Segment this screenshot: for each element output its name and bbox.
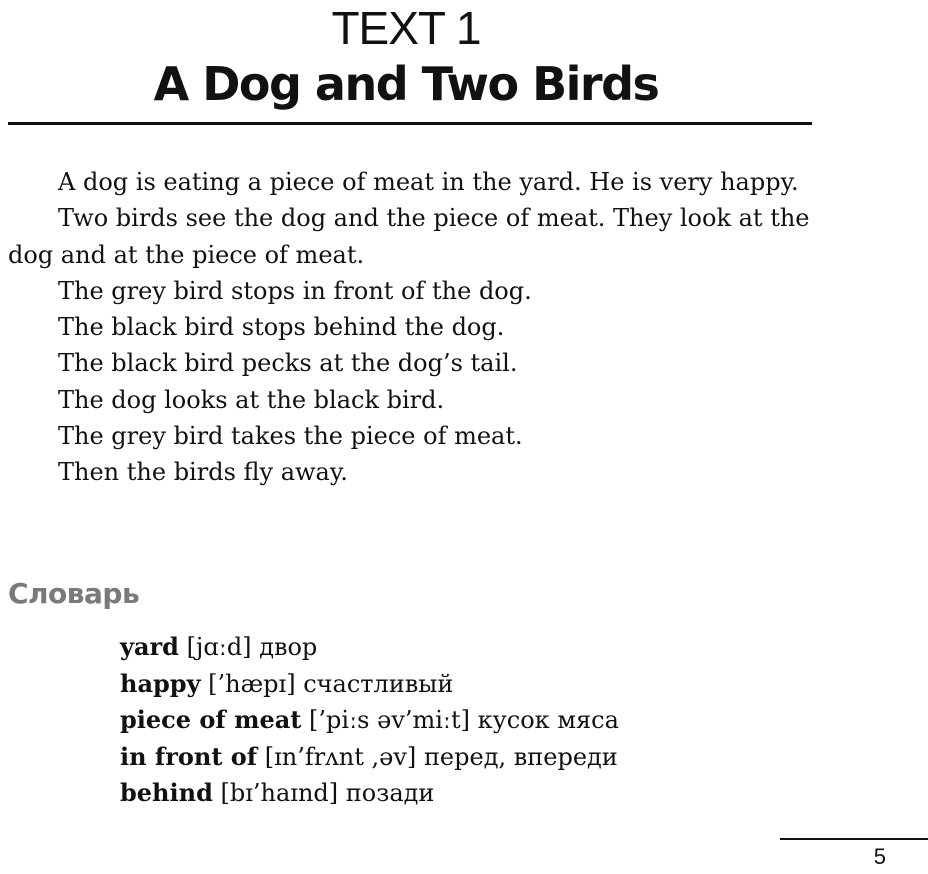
vocabulary-entry [120, 702, 900, 739]
vocabulary-transcription: [bɪ’haɪnd] [220, 779, 339, 807]
story-paragraph: The black bird stops behind the dog. [58, 313, 505, 342]
story-paragraph: A dog is eating a piece of meat in the yard. He is very happy. [58, 168, 799, 196]
story-paragraph: The dog looks at the black bird. [58, 385, 445, 414]
footer-divider [780, 838, 928, 840]
vocabulary-translation: двор [259, 633, 318, 661]
vocabulary-transcription: [’hæpɪ] [208, 669, 296, 698]
story-paragraph: Two birds see the dog and the piece of meat. They look at the dog and at the piece of meat. [8, 204, 810, 269]
vocabulary-term: happy [120, 668, 201, 698]
vocabulary-transcription: [’piːs əv’miːt] [309, 706, 471, 734]
vocabulary-entry [120, 775, 900, 812]
story-paragraph: The grey bird takes the piece of meat. [58, 422, 523, 451]
vocabulary-translation: счастливый [303, 669, 454, 698]
vocabulary-translation: кусок мяса [477, 706, 619, 734]
vocabulary-transcription: [ɪn’frʌnt ,əv] [264, 742, 417, 771]
vocabulary-entry [120, 739, 900, 776]
story-paragraph: The black bird pecks at the dog’s tail. [58, 349, 518, 378]
text-label: TEXT 1 [331, 2, 481, 54]
vocabulary-translation: перед, впереди [423, 742, 618, 771]
vocabulary-entry [120, 666, 900, 703]
vocabulary-heading: Словарь [8, 577, 140, 610]
vocabulary-entry [120, 629, 900, 666]
vocabulary-term: in front of [120, 741, 258, 771]
story-text [8, 164, 814, 491]
vocabulary-term: yard [120, 632, 179, 661]
vocabulary-term: piece of meat [120, 705, 302, 734]
story-title: A Dog and Two Birds [153, 57, 659, 111]
vocabulary-list [120, 629, 900, 812]
page-number: 5 [873, 844, 886, 869]
title-divider [8, 122, 812, 125]
vocabulary-translation: позади [345, 779, 435, 807]
story-paragraph: Then the birds fly away. [58, 458, 348, 487]
vocabulary-transcription: [jɑːd] [186, 633, 252, 661]
story-paragraph: The grey bird stops in front of the dog. [58, 276, 532, 305]
vocabulary-term: behind [120, 778, 213, 807]
